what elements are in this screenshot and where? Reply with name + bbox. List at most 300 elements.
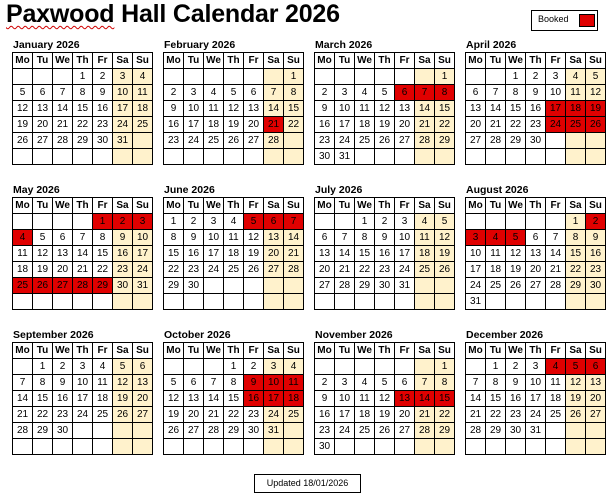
day-cell[interactable]: 19 [244, 246, 264, 262]
day-cell[interactable]: 22 [93, 262, 113, 278]
day-cell[interactable]: 7 [73, 230, 93, 246]
day-cell[interactable]: 5 [33, 230, 53, 246]
day-cell[interactable]: 8 [224, 375, 244, 391]
day-cell[interactable]: 23 [315, 133, 335, 149]
day-cell[interactable]: 21 [415, 117, 435, 133]
day-cell[interactable]: 27 [133, 407, 153, 423]
day-cell[interactable]: 2 [113, 214, 133, 230]
day-cell[interactable]: 4 [224, 214, 244, 230]
day-cell[interactable]: 28 [204, 423, 224, 439]
day-cell[interactable]: 23 [93, 117, 113, 133]
day-cell[interactable]: 17 [466, 262, 486, 278]
day-cell[interactable]: 19 [224, 117, 244, 133]
day-cell[interactable]: 20 [133, 391, 153, 407]
day-cell[interactable]: 28 [284, 262, 304, 278]
day-cell[interactable]: 18 [415, 246, 435, 262]
day-cell[interactable]: 19 [435, 246, 455, 262]
day-cell[interactable]: 21 [204, 407, 224, 423]
day-cell[interactable]: 26 [566, 407, 586, 423]
day-cell[interactable]: 10 [335, 101, 355, 117]
day-cell[interactable]: 26 [224, 133, 244, 149]
day-cell[interactable]: 27 [586, 407, 606, 423]
day-cell[interactable]: 26 [33, 278, 53, 294]
day-cell[interactable]: 12 [164, 391, 184, 407]
day-cell[interactable]: 8 [355, 230, 375, 246]
day-cell[interactable]: 12 [375, 391, 395, 407]
day-cell[interactable]: 28 [486, 133, 506, 149]
day-cell[interactable]: 7 [53, 85, 73, 101]
day-cell[interactable]: 4 [546, 359, 566, 375]
day-cell[interactable]: 4 [355, 85, 375, 101]
day-cell[interactable]: 4 [284, 359, 304, 375]
day-cell[interactable]: 11 [355, 101, 375, 117]
day-cell[interactable]: 6 [466, 85, 486, 101]
day-cell[interactable]: 16 [506, 391, 526, 407]
day-cell[interactable]: 18 [284, 391, 304, 407]
day-cell[interactable]: 22 [224, 407, 244, 423]
day-cell[interactable]: 20 [395, 407, 415, 423]
day-cell[interactable]: 18 [13, 262, 33, 278]
day-cell[interactable]: 28 [546, 278, 566, 294]
day-cell[interactable]: 6 [395, 85, 415, 101]
day-cell[interactable]: 10 [395, 230, 415, 246]
day-cell[interactable]: 13 [466, 101, 486, 117]
day-cell[interactable]: 13 [133, 375, 153, 391]
day-cell[interactable]: 25 [93, 407, 113, 423]
day-cell[interactable]: 31 [264, 423, 284, 439]
day-cell[interactable]: 11 [13, 246, 33, 262]
day-cell[interactable]: 2 [184, 214, 204, 230]
day-cell[interactable]: 16 [586, 246, 606, 262]
day-cell[interactable]: 18 [133, 101, 153, 117]
day-cell[interactable]: 20 [526, 262, 546, 278]
day-cell[interactable]: 21 [264, 117, 284, 133]
day-cell[interactable]: 1 [93, 214, 113, 230]
day-cell[interactable]: 13 [395, 101, 415, 117]
day-cell[interactable]: 15 [33, 391, 53, 407]
day-cell[interactable]: 23 [164, 133, 184, 149]
day-cell[interactable]: 6 [53, 230, 73, 246]
day-cell[interactable]: 6 [244, 85, 264, 101]
day-cell[interactable]: 24 [133, 262, 153, 278]
day-cell[interactable]: 14 [415, 101, 435, 117]
day-cell[interactable]: 10 [264, 375, 284, 391]
day-cell[interactable]: 17 [113, 101, 133, 117]
day-cell[interactable]: 10 [113, 85, 133, 101]
day-cell[interactable]: 25 [355, 133, 375, 149]
day-cell[interactable]: 5 [164, 375, 184, 391]
day-cell[interactable]: 12 [586, 85, 606, 101]
day-cell[interactable]: 24 [73, 407, 93, 423]
day-cell[interactable]: 2 [315, 375, 335, 391]
day-cell[interactable]: 22 [506, 117, 526, 133]
day-cell[interactable]: 27 [395, 133, 415, 149]
day-cell[interactable]: 23 [526, 117, 546, 133]
day-cell[interactable]: 3 [184, 85, 204, 101]
day-cell[interactable]: 29 [566, 278, 586, 294]
day-cell[interactable]: 21 [415, 407, 435, 423]
day-cell[interactable]: 27 [33, 133, 53, 149]
day-cell[interactable]: 22 [164, 262, 184, 278]
day-cell[interactable]: 8 [506, 85, 526, 101]
day-cell[interactable]: 10 [546, 85, 566, 101]
day-cell[interactable]: 9 [375, 230, 395, 246]
day-cell[interactable]: 26 [506, 278, 526, 294]
day-cell[interactable]: 24 [546, 117, 566, 133]
day-cell[interactable]: 9 [506, 375, 526, 391]
day-cell[interactable]: 14 [486, 101, 506, 117]
day-cell[interactable]: 19 [13, 117, 33, 133]
day-cell[interactable]: 15 [164, 246, 184, 262]
day-cell[interactable]: 3 [526, 359, 546, 375]
day-cell[interactable]: 2 [506, 359, 526, 375]
day-cell[interactable]: 8 [435, 85, 455, 101]
day-cell[interactable]: 31 [133, 278, 153, 294]
day-cell[interactable]: 27 [395, 423, 415, 439]
day-cell[interactable]: 20 [466, 117, 486, 133]
day-cell[interactable]: 15 [224, 391, 244, 407]
day-cell[interactable]: 12 [33, 246, 53, 262]
day-cell[interactable]: 17 [395, 246, 415, 262]
day-cell[interactable]: 28 [73, 278, 93, 294]
day-cell[interactable]: 14 [415, 391, 435, 407]
day-cell[interactable]: 27 [466, 133, 486, 149]
day-cell[interactable]: 16 [244, 391, 264, 407]
day-cell[interactable]: 1 [224, 359, 244, 375]
day-cell[interactable]: 10 [73, 375, 93, 391]
day-cell[interactable]: 11 [415, 230, 435, 246]
day-cell[interactable]: 24 [184, 133, 204, 149]
day-cell[interactable]: 23 [244, 407, 264, 423]
day-cell[interactable]: 27 [244, 133, 264, 149]
day-cell[interactable]: 26 [375, 133, 395, 149]
day-cell[interactable]: 5 [435, 214, 455, 230]
day-cell[interactable]: 9 [164, 101, 184, 117]
day-cell[interactable]: 4 [415, 214, 435, 230]
day-cell[interactable]: 28 [466, 423, 486, 439]
day-cell[interactable]: 17 [526, 391, 546, 407]
day-cell[interactable]: 1 [566, 214, 586, 230]
day-cell[interactable]: 18 [224, 246, 244, 262]
day-cell[interactable]: 25 [546, 407, 566, 423]
day-cell[interactable]: 16 [113, 246, 133, 262]
day-cell[interactable]: 21 [546, 262, 566, 278]
day-cell[interactable]: 12 [506, 246, 526, 262]
day-cell[interactable]: 4 [355, 375, 375, 391]
day-cell[interactable]: 30 [93, 133, 113, 149]
day-cell[interactable]: 24 [466, 278, 486, 294]
day-cell[interactable]: 29 [73, 133, 93, 149]
day-cell[interactable]: 27 [264, 262, 284, 278]
day-cell[interactable]: 4 [133, 69, 153, 85]
day-cell[interactable]: 8 [73, 85, 93, 101]
day-cell[interactable]: 18 [204, 117, 224, 133]
day-cell[interactable]: 7 [466, 375, 486, 391]
day-cell[interactable]: 29 [435, 423, 455, 439]
day-cell[interactable]: 15 [486, 391, 506, 407]
day-cell[interactable]: 4 [486, 230, 506, 246]
day-cell[interactable]: 5 [586, 69, 606, 85]
day-cell[interactable]: 23 [586, 262, 606, 278]
day-cell[interactable]: 1 [73, 69, 93, 85]
day-cell[interactable]: 23 [506, 407, 526, 423]
day-cell[interactable]: 9 [53, 375, 73, 391]
day-cell[interactable]: 28 [53, 133, 73, 149]
day-cell[interactable]: 21 [335, 262, 355, 278]
day-cell[interactable]: 1 [486, 359, 506, 375]
day-cell[interactable]: 2 [375, 214, 395, 230]
day-cell[interactable]: 2 [164, 85, 184, 101]
day-cell[interactable]: 9 [315, 391, 335, 407]
day-cell[interactable]: 2 [586, 214, 606, 230]
day-cell[interactable]: 29 [33, 423, 53, 439]
day-cell[interactable]: 3 [466, 230, 486, 246]
day-cell[interactable]: 31 [113, 133, 133, 149]
day-cell[interactable]: 10 [204, 230, 224, 246]
day-cell[interactable]: 19 [113, 391, 133, 407]
day-cell[interactable]: 1 [506, 69, 526, 85]
day-cell[interactable]: 22 [33, 407, 53, 423]
day-cell[interactable]: 7 [204, 375, 224, 391]
day-cell[interactable]: 1 [284, 69, 304, 85]
day-cell[interactable]: 13 [395, 391, 415, 407]
day-cell[interactable]: 16 [526, 101, 546, 117]
day-cell[interactable]: 4 [204, 85, 224, 101]
day-cell[interactable]: 11 [224, 230, 244, 246]
day-cell[interactable]: 31 [526, 423, 546, 439]
day-cell[interactable]: 27 [184, 423, 204, 439]
day-cell[interactable]: 11 [93, 375, 113, 391]
day-cell[interactable]: 18 [93, 391, 113, 407]
day-cell[interactable]: 6 [586, 359, 606, 375]
day-cell[interactable]: 17 [204, 246, 224, 262]
day-cell[interactable]: 3 [546, 69, 566, 85]
day-cell[interactable]: 23 [184, 262, 204, 278]
day-cell[interactable]: 24 [335, 423, 355, 439]
day-cell[interactable]: 6 [526, 230, 546, 246]
day-cell[interactable]: 16 [184, 246, 204, 262]
day-cell[interactable]: 18 [355, 117, 375, 133]
day-cell[interactable]: 24 [526, 407, 546, 423]
day-cell[interactable]: 14 [73, 246, 93, 262]
day-cell[interactable]: 15 [93, 246, 113, 262]
day-cell[interactable]: 13 [526, 246, 546, 262]
day-cell[interactable]: 3 [73, 359, 93, 375]
day-cell[interactable]: 12 [375, 101, 395, 117]
day-cell[interactable]: 8 [164, 230, 184, 246]
day-cell[interactable]: 1 [33, 359, 53, 375]
day-cell[interactable]: 17 [264, 391, 284, 407]
day-cell[interactable]: 20 [244, 117, 264, 133]
day-cell[interactable]: 30 [244, 423, 264, 439]
day-cell[interactable]: 27 [526, 278, 546, 294]
day-cell[interactable]: 13 [586, 375, 606, 391]
day-cell[interactable]: 14 [53, 101, 73, 117]
day-cell[interactable]: 8 [93, 230, 113, 246]
day-cell[interactable]: 15 [355, 246, 375, 262]
day-cell[interactable]: 20 [586, 391, 606, 407]
day-cell[interactable]: 29 [355, 278, 375, 294]
day-cell[interactable]: 15 [506, 101, 526, 117]
day-cell[interactable]: 21 [284, 246, 304, 262]
day-cell[interactable]: 24 [113, 117, 133, 133]
day-cell[interactable]: 12 [566, 375, 586, 391]
day-cell[interactable]: 2 [53, 359, 73, 375]
day-cell[interactable]: 11 [566, 85, 586, 101]
day-cell[interactable]: 23 [315, 423, 335, 439]
day-cell[interactable]: 12 [435, 230, 455, 246]
day-cell[interactable]: 28 [13, 423, 33, 439]
day-cell[interactable]: 29 [164, 278, 184, 294]
day-cell[interactable]: 7 [264, 85, 284, 101]
day-cell[interactable]: 21 [466, 407, 486, 423]
day-cell[interactable]: 20 [33, 117, 53, 133]
day-cell[interactable]: 1 [435, 359, 455, 375]
day-cell[interactable]: 16 [164, 117, 184, 133]
day-cell[interactable]: 28 [415, 133, 435, 149]
day-cell[interactable]: 29 [435, 133, 455, 149]
day-cell[interactable]: 10 [526, 375, 546, 391]
day-cell[interactable]: 1 [355, 214, 375, 230]
day-cell[interactable]: 12 [224, 101, 244, 117]
day-cell[interactable]: 17 [546, 101, 566, 117]
day-cell[interactable]: 28 [415, 423, 435, 439]
day-cell[interactable]: 22 [73, 117, 93, 133]
day-cell[interactable]: 21 [53, 117, 73, 133]
day-cell[interactable]: 18 [355, 407, 375, 423]
day-cell[interactable]: 24 [335, 133, 355, 149]
day-cell[interactable]: 5 [113, 359, 133, 375]
day-cell[interactable]: 11 [486, 246, 506, 262]
day-cell[interactable]: 25 [566, 117, 586, 133]
day-cell[interactable]: 28 [335, 278, 355, 294]
day-cell[interactable]: 24 [204, 262, 224, 278]
day-cell[interactable]: 3 [395, 214, 415, 230]
day-cell[interactable]: 16 [53, 391, 73, 407]
day-cell[interactable]: 5 [375, 85, 395, 101]
day-cell[interactable]: 10 [466, 246, 486, 262]
day-cell[interactable]: 25 [415, 262, 435, 278]
day-cell[interactable]: 26 [586, 117, 606, 133]
day-cell[interactable]: 13 [244, 101, 264, 117]
day-cell[interactable]: 9 [184, 230, 204, 246]
day-cell[interactable]: 25 [224, 262, 244, 278]
day-cell[interactable]: 6 [395, 375, 415, 391]
day-cell[interactable]: 10 [335, 391, 355, 407]
day-cell[interactable]: 18 [566, 101, 586, 117]
day-cell[interactable]: 25 [204, 133, 224, 149]
day-cell[interactable]: 30 [315, 149, 335, 165]
day-cell[interactable]: 6 [133, 359, 153, 375]
day-cell[interactable]: 23 [53, 407, 73, 423]
day-cell[interactable]: 12 [113, 375, 133, 391]
day-cell[interactable]: 7 [415, 375, 435, 391]
day-cell[interactable]: 3 [264, 359, 284, 375]
day-cell[interactable]: 18 [546, 391, 566, 407]
day-cell[interactable]: 11 [284, 375, 304, 391]
day-cell[interactable]: 9 [526, 85, 546, 101]
day-cell[interactable]: 17 [133, 246, 153, 262]
day-cell[interactable]: 24 [264, 407, 284, 423]
day-cell[interactable]: 26 [164, 423, 184, 439]
day-cell[interactable]: 29 [224, 423, 244, 439]
day-cell[interactable]: 7 [486, 85, 506, 101]
day-cell[interactable]: 30 [375, 278, 395, 294]
day-cell[interactable]: 14 [335, 246, 355, 262]
day-cell[interactable]: 15 [566, 246, 586, 262]
day-cell[interactable]: 2 [93, 69, 113, 85]
day-cell[interactable]: 22 [284, 117, 304, 133]
day-cell[interactable]: 7 [546, 230, 566, 246]
day-cell[interactable]: 26 [435, 262, 455, 278]
day-cell[interactable]: 3 [113, 69, 133, 85]
day-cell[interactable]: 23 [113, 262, 133, 278]
day-cell[interactable]: 16 [315, 407, 335, 423]
day-cell[interactable]: 20 [184, 407, 204, 423]
day-cell[interactable]: 31 [466, 294, 486, 310]
day-cell[interactable]: 22 [486, 407, 506, 423]
day-cell[interactable]: 7 [13, 375, 33, 391]
day-cell[interactable]: 21 [73, 262, 93, 278]
day-cell[interactable]: 10 [133, 230, 153, 246]
day-cell[interactable]: 30 [586, 278, 606, 294]
day-cell[interactable]: 29 [506, 133, 526, 149]
day-cell[interactable]: 3 [335, 375, 355, 391]
day-cell[interactable]: 17 [184, 117, 204, 133]
day-cell[interactable]: 3 [335, 85, 355, 101]
day-cell[interactable]: 13 [53, 246, 73, 262]
day-cell[interactable]: 22 [566, 262, 586, 278]
day-cell[interactable]: 31 [335, 149, 355, 165]
day-cell[interactable]: 2 [526, 69, 546, 85]
day-cell[interactable]: 8 [566, 230, 586, 246]
day-cell[interactable]: 29 [486, 423, 506, 439]
day-cell[interactable]: 3 [204, 214, 224, 230]
day-cell[interactable]: 25 [486, 278, 506, 294]
day-cell[interactable]: 27 [53, 278, 73, 294]
day-cell[interactable]: 7 [335, 230, 355, 246]
day-cell[interactable]: 19 [375, 407, 395, 423]
day-cell[interactable]: 17 [73, 391, 93, 407]
day-cell[interactable]: 5 [375, 375, 395, 391]
day-cell[interactable]: 10 [184, 101, 204, 117]
day-cell[interactable]: 20 [264, 246, 284, 262]
day-cell[interactable]: 11 [204, 101, 224, 117]
day-cell[interactable]: 30 [184, 278, 204, 294]
day-cell[interactable]: 7 [284, 214, 304, 230]
day-cell[interactable]: 2 [315, 85, 335, 101]
day-cell[interactable]: 30 [506, 423, 526, 439]
day-cell[interactable]: 2 [244, 359, 264, 375]
day-cell[interactable]: 11 [546, 375, 566, 391]
day-cell[interactable]: 30 [53, 423, 73, 439]
day-cell[interactable]: 4 [93, 359, 113, 375]
day-cell[interactable]: 15 [73, 101, 93, 117]
day-cell[interactable]: 13 [33, 101, 53, 117]
day-cell[interactable]: 19 [164, 407, 184, 423]
day-cell[interactable]: 8 [284, 85, 304, 101]
day-cell[interactable]: 8 [486, 375, 506, 391]
day-cell[interactable]: 9 [586, 230, 606, 246]
day-cell[interactable]: 26 [13, 133, 33, 149]
day-cell[interactable]: 13 [184, 391, 204, 407]
day-cell[interactable]: 19 [586, 101, 606, 117]
day-cell[interactable]: 25 [133, 117, 153, 133]
day-cell[interactable]: 1 [435, 69, 455, 85]
day-cell[interactable]: 9 [244, 375, 264, 391]
day-cell[interactable]: 17 [335, 117, 355, 133]
day-cell[interactable]: 15 [284, 101, 304, 117]
